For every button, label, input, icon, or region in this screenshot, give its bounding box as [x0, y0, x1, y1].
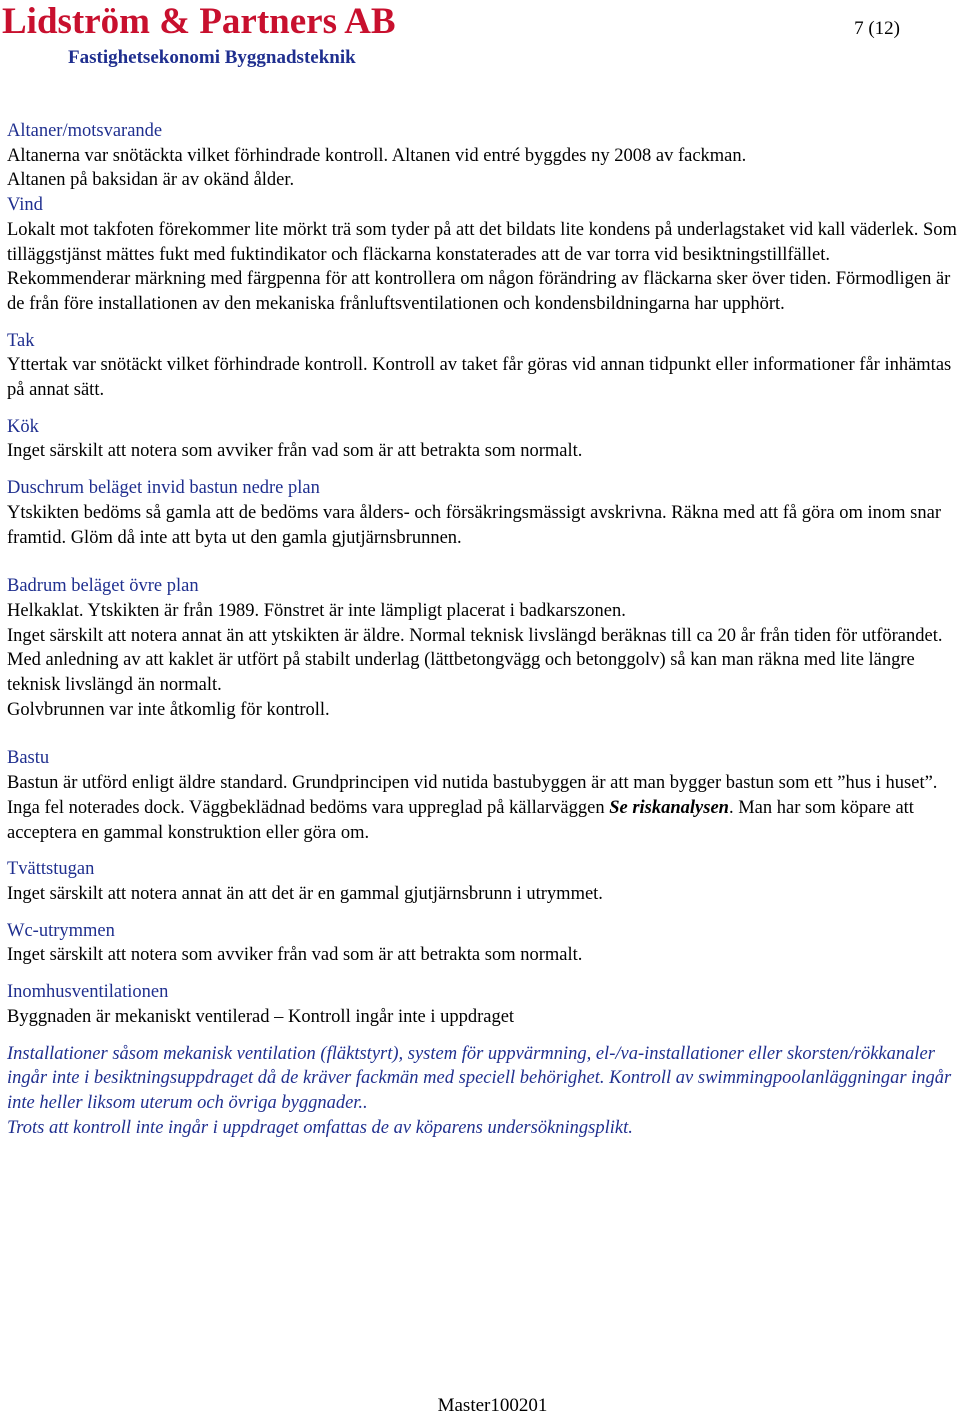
section-ventilation	[7, 980, 957, 1029]
section-heading: Wc-utrymmen	[7, 920, 115, 941]
bastu-text-after: . Man har som köpare att acceptera en gammal konstruktion eller göra om.	[7, 797, 914, 843]
paragraph: Inget särskilt att notera som avviker från vad som är att betrakta som normalt.	[7, 945, 583, 966]
section-bastu	[7, 746, 957, 845]
section-duschrum	[7, 476, 957, 550]
section-heading: Inomhusventilationen	[7, 982, 169, 1003]
footer-code: Master100201	[437, 1395, 548, 1416]
paragraph: Yttertak var snötäckt vilket förhindrade kontroll. Kontroll av taket får göras vid annan tidpunkt eller informationer får inhämtas på annat sätt.	[7, 355, 952, 401]
section-heading: Tvättstugan	[7, 859, 95, 880]
section-heading: Bastu	[7, 748, 50, 769]
paragraph: Helkaklat. Ytskikten är från 1989. Fönstret är inte lämpligt placerat i badkarszonen.	[7, 600, 626, 621]
paragraph: Lokalt mot takfoten förekommer lite mörkt trä som tyder på att det bildats lite kondens på underlagstaket vid kall väderlek. Som tilläggstjänst mättes fukt med fuktindikator och fläckarna konstaterades att de var torra vid besiktningstillfället. Rekommenderar märkning med färgpenna för att kontrollera om någon förändring av fläckarna sker över tiden. Förmodligen är de från före installationen av den mekaniska frånluftsventilationen och kondensbildningarna har upphört.	[7, 219, 957, 314]
section-badrum	[7, 574, 957, 722]
paragraph: Inget särskilt att notera annat än att ytskikten är äldre. Normal teknisk livslängd beräknas till ca 20 år från tiden för utförandet. Med anledning av att kaklet är utfört på stabilt underlag (lättbetongvägg och betonggolv) så kan man räkna med lite längre teknisk livslängd än normalt.	[7, 625, 943, 696]
paragraph	[7, 771, 957, 845]
document-body	[7, 119, 957, 1140]
section-vind	[7, 193, 957, 317]
section-heading: Badrum beläget övre plan	[7, 576, 199, 597]
section-heading: Tak	[7, 330, 35, 351]
disclaimer-text: Installationer såsom mekanisk ventilation (fläktstyrt), system för uppvärmning, el-/va-installationer eller skorsten/rökkanaler ingår inte i besiktningsuppdraget då de kräver fackmän med speciell behörighet. Kontroll av swimmingpoolanläggningar ingår inte heller liksom uterum och övriga byggnader..	[7, 1043, 952, 1113]
company-subtitle: Fastighetsekonomi Byggnadsteknik	[68, 47, 356, 68]
paragraph: Inget särskilt att notera som avviker från vad som är att betrakta som normalt.	[7, 441, 583, 462]
paragraph: Altanerna var snötäckta vilket förhindrade kontroll. Altanen vid entré byggdes ny 2008 av fackman.	[7, 145, 747, 166]
section-heading: Altaner/motsvarande	[7, 121, 163, 141]
paragraph: Ytskikten bedöms så gamla att de bedöms vara ålders- och försäkringsmässigt avskrivna. Räkna med att få göra om inom snar framtid. Glöm då inte att byta ut den gamla gjutjärnsbrunnen.	[7, 502, 942, 548]
section-heading: Duschrum beläget invid bastun nedre plan	[7, 478, 320, 499]
section-kok	[7, 415, 957, 464]
company-name: Lidström & Partners AB	[2, 1, 396, 42]
section-tvattstugan	[7, 857, 957, 906]
section-heading: Kök	[7, 416, 39, 437]
section-heading: Vind	[7, 195, 43, 216]
paragraph: Golvbrunnen var inte åtkomlig för kontroll.	[7, 699, 330, 720]
disclaimer	[7, 1042, 957, 1141]
risk-analysis-reference: Se riskanalysen	[609, 797, 729, 818]
paragraph: Byggnaden är mekaniskt ventilerad – Kontroll ingår inte i uppdraget	[7, 1006, 515, 1027]
disclaimer-text: Trots att kontroll inte ingår i uppdraget omfattas de av köparens undersökningsplikt.	[7, 1117, 633, 1138]
section-wc	[7, 919, 957, 968]
paragraph: Inget särskilt att notera annat än att det är en gammal gjutjärnsbrunn i utrymmet.	[7, 883, 603, 904]
section-altaner	[7, 119, 957, 193]
bastu-text-before: Bastun är utförd enligt äldre standard. Grundprincipen vid nutida bastubyggen är att man bygger bastun som ett ”hus i huset”. Inga fel noterades dock. Väggbeklädnad bedöms vara uppreglad på källarväggen	[7, 773, 938, 818]
section-tak	[7, 329, 957, 403]
page-number: 7 (12)	[854, 18, 900, 39]
paragraph: Altanen på baksidan är av okänd ålder.	[7, 170, 295, 191]
